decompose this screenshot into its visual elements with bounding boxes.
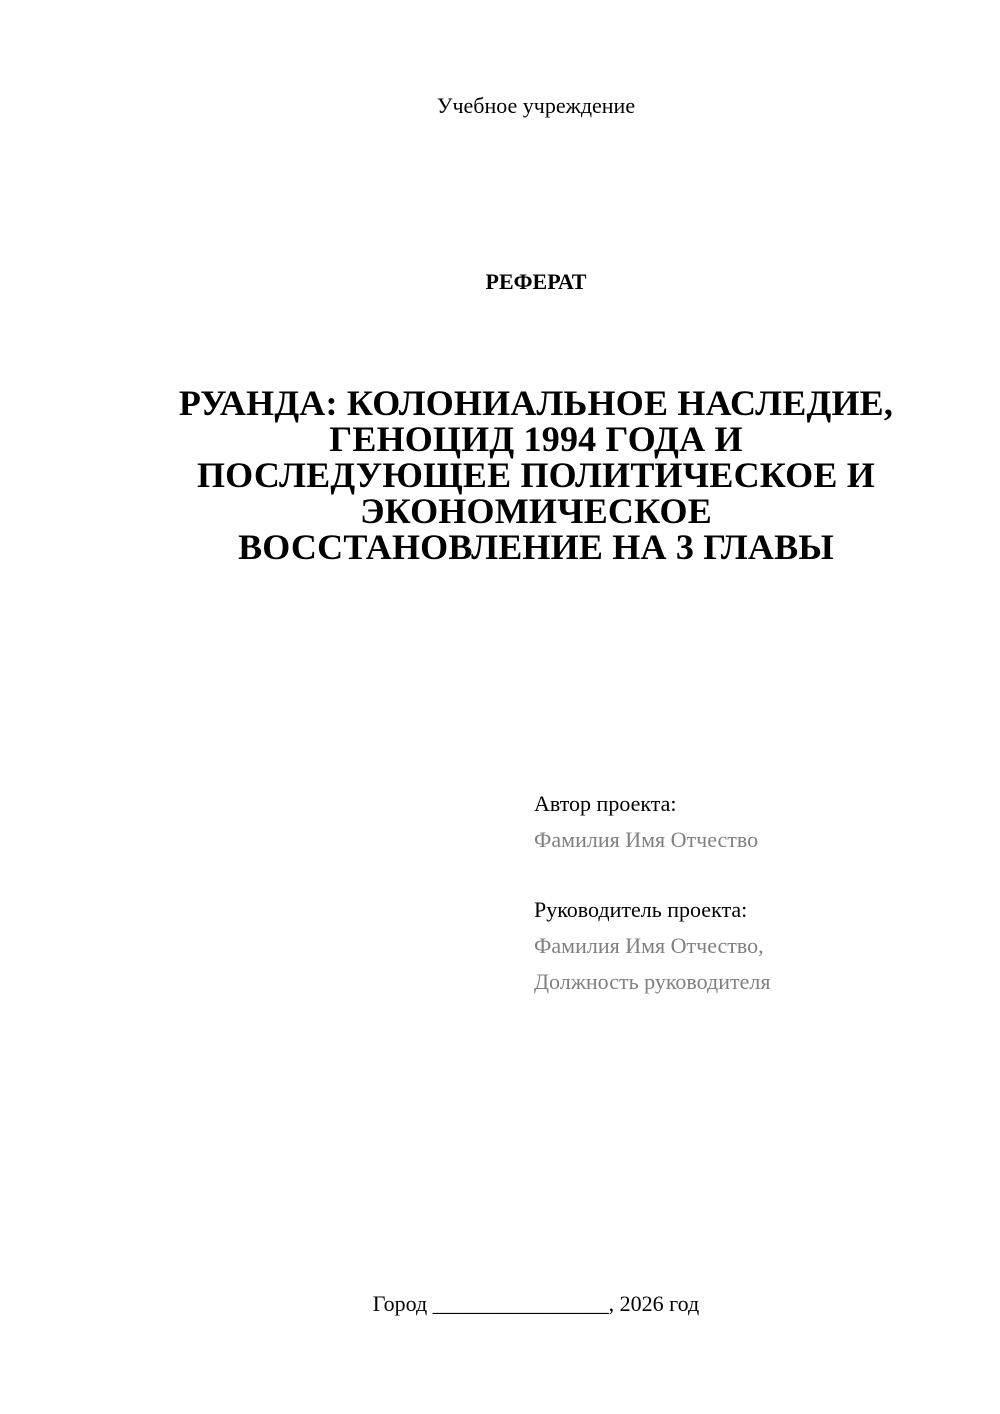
city-label: Город: [372, 1291, 428, 1316]
supervisor-block: [534, 892, 770, 1000]
author-block: [534, 786, 758, 858]
title-line: ПОСЛЕДУЮЩЕЕ ПОЛИТИЧЕСКОЕ И: [196, 455, 875, 495]
supervisor-position: Должность руководителя: [534, 969, 771, 994]
title-line: ГЕНОЦИД 1994 ГОДА И: [329, 419, 743, 459]
title-line: ЭКОНОМИЧЕСКОЕ: [360, 491, 712, 531]
document-title: [110, 385, 962, 565]
author-name: Фамилия Имя Отчество: [534, 827, 759, 852]
title-line: РУАНДА: КОЛОНИАЛЬНОЕ НАСЛЕДИЕ,: [178, 383, 894, 423]
title-line: ВОССТАНОВЛЕНИЕ НА 3 ГЛАВЫ: [238, 527, 834, 567]
institution-name: Учебное учреждение: [436, 93, 636, 118]
author-label: Автор проекта:: [534, 791, 677, 816]
supervisor-label: Руководитель проекта:: [534, 897, 748, 922]
supervisor-name: Фамилия Имя Отчество,: [534, 933, 764, 958]
year-label: , 2026 год: [608, 1291, 700, 1316]
city-blank: ________________: [432, 1291, 609, 1316]
document-type: РЕФЕРАТ: [485, 269, 587, 294]
city-year-line: [0, 1288, 1000, 1320]
